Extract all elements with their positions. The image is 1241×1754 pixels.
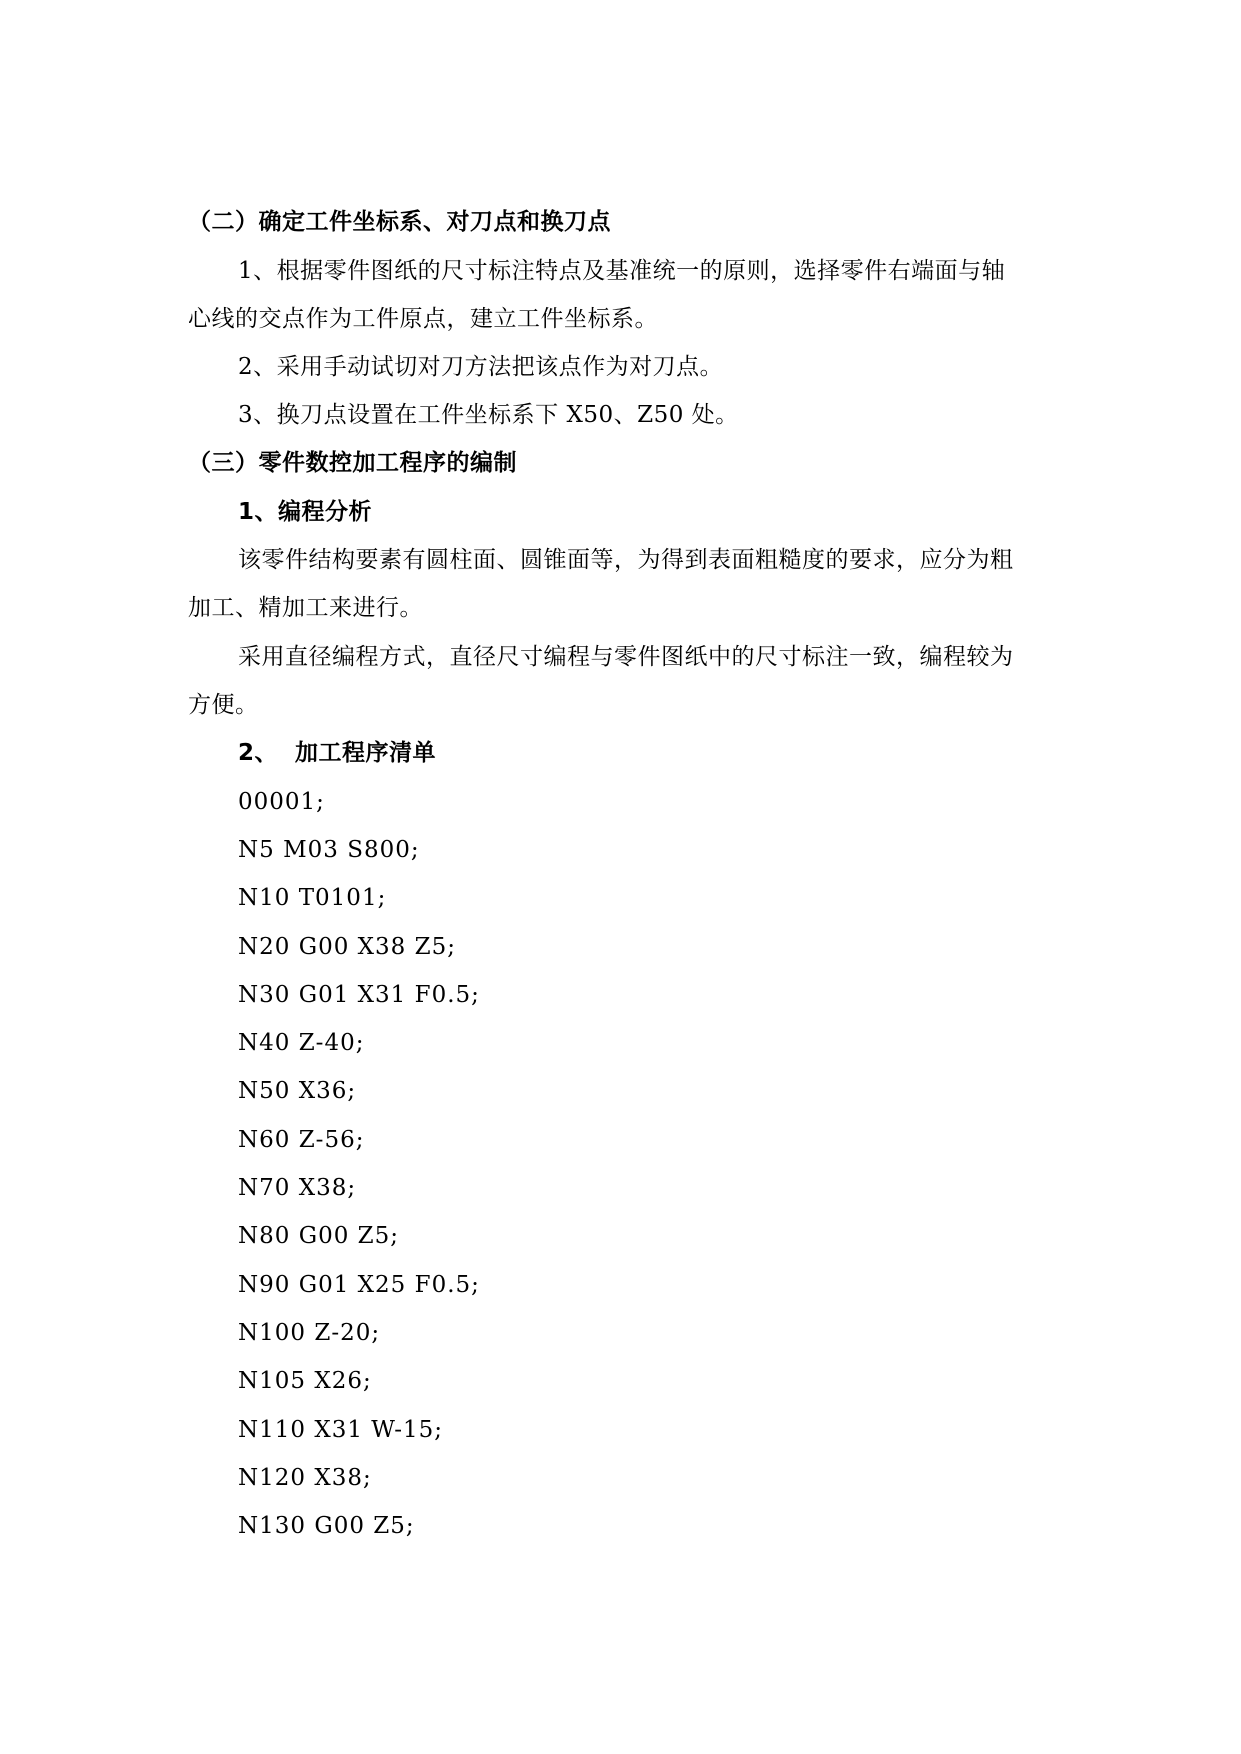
program-line: N105 X26; bbox=[238, 1368, 372, 1394]
program-line: N50 X36; bbox=[238, 1078, 357, 1104]
section-heading-coordinate-system: （二）确定工件坐标系、对刀点和换刀点 bbox=[188, 209, 611, 235]
paragraph-item3: 3、换刀点设置在工件坐标系下 X50、Z50 处。 bbox=[238, 402, 739, 428]
section-heading-nc-program: （三）零件数控加工程序的编制 bbox=[188, 450, 517, 476]
program-line: N90 G01 X25 F0.5; bbox=[238, 1272, 480, 1298]
program-line: N60 Z-56; bbox=[238, 1127, 365, 1153]
program-line: N100 Z-20; bbox=[238, 1320, 381, 1346]
program-line: N5 M03 S800; bbox=[238, 837, 420, 863]
subheading-program-listing: 2、 加工程序清单 bbox=[238, 740, 437, 766]
program-line: N130 G00 Z5; bbox=[238, 1513, 415, 1539]
paragraph-item2: 2、采用手动试切对刀方法把该点作为对刀点。 bbox=[238, 354, 724, 380]
program-line: N10 T0101; bbox=[238, 885, 387, 911]
program-line: N30 G01 X31 F0.5; bbox=[238, 982, 480, 1008]
paragraph-analysis-line2: 加工、精加工来进行。 bbox=[188, 595, 423, 621]
program-line: N80 G00 Z5; bbox=[238, 1223, 400, 1249]
program-line: N20 G00 X38 Z5; bbox=[238, 934, 456, 960]
paragraph-diameter-line1: 采用直径编程方式，直径尺寸编程与零件图纸中的尺寸标注一致，编程较为 bbox=[238, 644, 1014, 670]
subheading-programming-analysis: 1、编程分析 bbox=[238, 499, 373, 525]
paragraph-diameter-line2: 方便。 bbox=[188, 692, 259, 718]
paragraph-item1-line1: 1、根据零件图纸的尺寸标注特点及基准统一的原则，选择零件右端面与轴 bbox=[238, 258, 1006, 284]
program-line: 00001; bbox=[238, 789, 325, 815]
paragraph-analysis-line1: 该零件结构要素有圆柱面、圆锥面等，为得到表面粗糙度的要求，应分为粗 bbox=[238, 547, 1014, 573]
program-line: N70 X38; bbox=[238, 1175, 357, 1201]
program-line: N120 X38; bbox=[238, 1465, 372, 1491]
program-line: N110 X31 W-15; bbox=[238, 1417, 444, 1443]
paragraph-item1-line2: 心线的交点作为工件原点，建立工件坐标系。 bbox=[188, 306, 658, 332]
program-line: N40 Z-40; bbox=[238, 1030, 365, 1056]
